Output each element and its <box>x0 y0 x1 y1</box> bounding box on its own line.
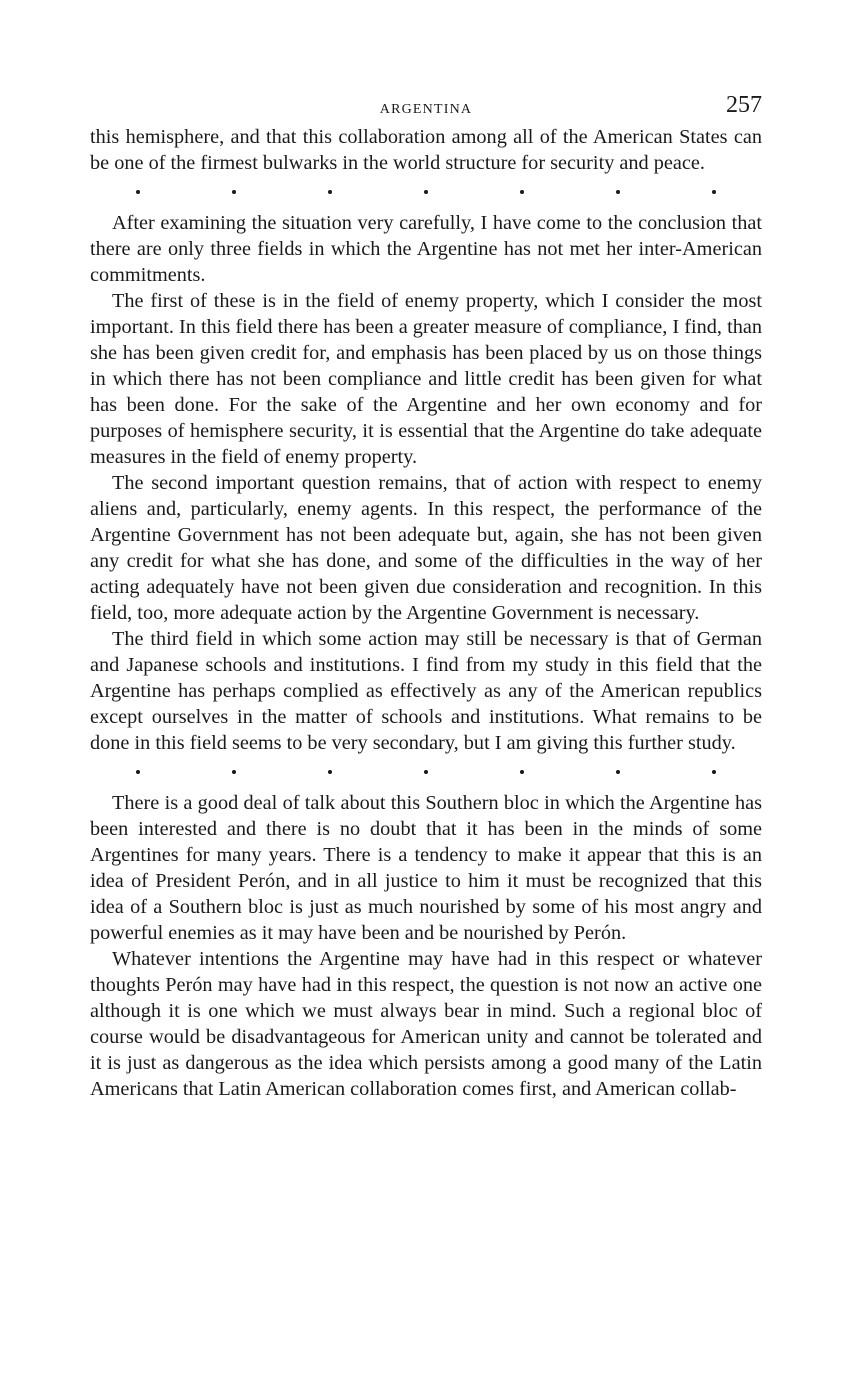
ellipsis-dot <box>328 190 332 194</box>
ellipsis-dot <box>520 770 524 774</box>
ellipsis-dot <box>712 190 716 194</box>
ellipsis-dot <box>232 770 236 774</box>
paragraph-5: The third field in which some action may still be necessary is that of German and Japanese schools and institutions. I find from my study in this field that the Argentine has perhaps complied as effectively as any of the American republics except ourselves in the matter of schools and institutions. What remains to be done in this field seems to be very secondary, but I am giving this further study. <box>90 628 762 754</box>
paragraph-4: The second important question remains, that of action with respect to enemy aliens and, particularly, enemy agents. In this respect, the performance of the Argentine Government has not been adequate but, again, she has not been given any credit for what she has done, and some of the difficulties in the way of her acting adequately have not been given due consideration and recognition. In this field, too, more adequate action by the Argentine Government is necessary. <box>90 472 762 624</box>
ellipsis-dot <box>136 770 140 774</box>
ellipsis-separator-2 <box>90 760 762 784</box>
ellipsis-dot <box>232 190 236 194</box>
ellipsis-dot <box>520 190 524 194</box>
paragraph-7: Whatever intentions the Argentine may have had in this respect or whatever thoughts Perón may have had in this respect, the question is not now an active one although it is one which we must always bear in mind. Such a regional bloc of course would be disadvantageous for American unity and cannot be tolerated and it is just as dangerous as the idea which persists among a good many of the Latin Americans that Latin American collaboration comes first, and American collab- <box>90 948 762 1100</box>
running-head: ARGENTINA <box>379 102 473 117</box>
ellipsis-dot <box>616 770 620 774</box>
page-number: 257 <box>726 92 762 118</box>
document-page <box>90 88 762 1102</box>
page-header <box>90 88 762 124</box>
ellipsis-dot <box>424 190 428 194</box>
ellipsis-dot <box>424 770 428 774</box>
ellipsis-dot <box>328 770 332 774</box>
paragraph-2: After examining the situation very carefully, I have come to the conclusion that there are only three fields in which the Argentine has not met her inter-American commitments. <box>90 212 762 286</box>
paragraph-1: this hemisphere, and that this collaboration among all of the American States can be one of the firmest bulwarks in the world structure for security and peace. <box>90 126 762 174</box>
paragraph-6: There is a good deal of talk about this Southern bloc in which the Argentine has been interested and there is no doubt that it has been in the minds of some Argentines for many years. There is a tendency to make it appear that this is an idea of President Perón, and in all justice to him it must be recognized that this idea of a Southern bloc is just as much nourished by some of his most angry and powerful enemies as it may have been and be nourished by Perón. <box>90 792 762 944</box>
ellipsis-dot <box>136 190 140 194</box>
paragraph-3: The first of these is in the field of enemy property, which I consider the most important. In this field there has been a greater measure of compliance, I find, than she has been given credit for, and emphasis has been placed by us on those things in which there has not been compliance and little credit has been given for what has been done. For the sake of the Argentine and her own economy and for purposes of hemisphere security, it is essential that the Argentine do take adequate measures in the field of enemy property. <box>90 290 762 468</box>
ellipsis-separator-1 <box>90 180 762 204</box>
ellipsis-dot <box>712 770 716 774</box>
ellipsis-dot <box>616 190 620 194</box>
